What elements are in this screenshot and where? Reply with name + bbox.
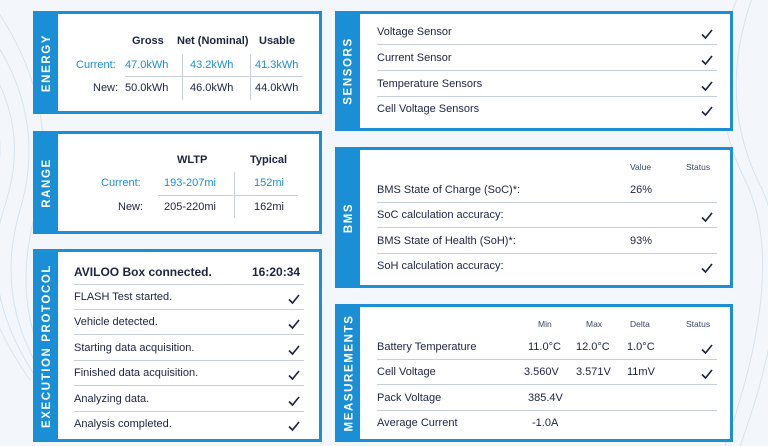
step-label: Analyzing data. — [74, 393, 150, 405]
energy-header-net: Net (Nominal) — [177, 35, 249, 47]
step-label: Finished data acquisition. — [74, 367, 199, 379]
check-icon — [700, 343, 714, 355]
sensor-label: Current Sensor — [377, 52, 452, 64]
meas-row-min: 3.560V — [524, 366, 559, 378]
sensor-divider — [377, 70, 717, 71]
sensor-label: Temperature Sensors — [377, 78, 483, 90]
bms-panel — [335, 147, 733, 288]
bms-status-header: Status — [686, 162, 711, 172]
step-divider — [74, 385, 304, 386]
measurements-panel-side — [338, 307, 360, 439]
range-current-typical: 152mi — [254, 177, 284, 189]
check-icon — [287, 318, 301, 330]
energy-divider-1 — [182, 54, 183, 100]
meas-row-min: 385.4V — [528, 392, 563, 404]
check-icon — [700, 28, 714, 40]
meas-row-delta: 11mV — [627, 366, 655, 378]
step-divider — [74, 309, 304, 310]
energy-panel-side — [36, 14, 58, 111]
sensors-panel — [335, 11, 733, 131]
energy-panel — [33, 11, 322, 114]
energy-header-gross: Gross — [132, 35, 164, 47]
energy-new-label: New: — [93, 82, 119, 94]
energy-new-gross: 50.0kWh — [125, 82, 169, 94]
meas-row-label: Cell Voltage — [377, 366, 436, 378]
bms-row-label: SoH calculation accuracy: — [377, 260, 504, 272]
range-header-typical: Typical — [250, 154, 288, 166]
range-panel — [33, 131, 322, 234]
check-icon — [287, 369, 301, 381]
meas-divider — [377, 359, 717, 360]
check-icon — [700, 368, 714, 380]
meas-header-max: Max — [586, 319, 603, 329]
bms-divider — [377, 253, 717, 254]
box-connected-label: AVILOO Box connected. — [74, 265, 212, 279]
range-new-label: New: — [118, 201, 144, 213]
check-icon — [287, 293, 301, 305]
sensor-label: Voltage Sensor — [377, 26, 452, 38]
sensor-label: Cell Voltage Sensors — [377, 103, 480, 115]
meas-row-min: -1.0A — [532, 417, 559, 429]
bms-panel-side — [338, 150, 360, 285]
meas-row-min: 11.0°C — [528, 341, 561, 353]
step-label: Starting data acquisition. — [74, 342, 195, 354]
bms-row-value: 26% — [630, 184, 653, 196]
bms-divider — [377, 227, 717, 228]
check-icon — [287, 395, 301, 407]
execution-panel-title: EXECUTION PROTOCOL — [41, 263, 54, 428]
check-icon — [700, 105, 714, 117]
energy-current-label: Current: — [76, 59, 116, 71]
meas-header-delta: Delta — [630, 319, 650, 329]
bms-row-value: 93% — [630, 235, 653, 247]
measurements-panel — [335, 304, 733, 442]
check-icon — [700, 80, 714, 92]
measurements-panel-title: MEASUREMENTS — [343, 314, 355, 432]
meas-divider — [377, 410, 717, 411]
sensors-panel-title: SENSORS — [343, 37, 355, 105]
sensor-divider — [377, 44, 717, 45]
energy-divider-2 — [250, 54, 251, 100]
meas-row-max: 3.571V — [576, 366, 611, 378]
range-row-divider — [158, 195, 298, 196]
check-icon — [700, 262, 714, 274]
range-current-label: Current: — [101, 177, 141, 189]
range-new-wltp: 205-220mi — [164, 201, 216, 213]
meas-row-delta: 1.0°C — [627, 341, 655, 353]
energy-row-divider — [125, 76, 303, 77]
energy-panel-title: ENERGY — [41, 33, 54, 92]
check-icon — [287, 344, 301, 356]
step-label: FLASH Test started. — [74, 291, 173, 303]
step-divider — [74, 334, 304, 335]
bms-row-label: SoC calculation accuracy: — [377, 209, 504, 221]
step-label: Analysis completed. — [74, 418, 172, 430]
bms-row-label: BMS State of Health (SoH)*: — [377, 235, 516, 247]
energy-header-usable: Usable — [259, 35, 296, 47]
check-icon — [700, 54, 714, 66]
execution-panel-side — [36, 252, 58, 439]
protocol-time: 16:20:34 — [252, 265, 301, 279]
range-new-typical: 162mi — [254, 201, 284, 213]
step-divider — [74, 411, 304, 412]
range-panel-side — [36, 134, 58, 231]
step-label: Vehicle detected. — [74, 316, 158, 328]
bms-row-label: BMS State of Charge (SoC)*: — [377, 184, 521, 196]
meas-divider — [377, 384, 717, 385]
bms-value-header: Value — [630, 162, 652, 172]
meas-header-min: Min — [538, 319, 552, 329]
bms-divider — [377, 202, 717, 203]
bms-panel-title: BMS — [343, 202, 356, 233]
meas-row-max: 12.0°C — [576, 341, 610, 353]
energy-new-usable: 44.0kWh — [255, 82, 299, 94]
range-current-wltp: 193-207mi — [164, 177, 216, 189]
meas-row-label: Pack Voltage — [377, 392, 442, 404]
meas-header-status: Status — [686, 319, 711, 329]
check-icon — [700, 211, 714, 223]
energy-current-net: 43.2kWh — [190, 59, 234, 71]
sensors-panel-side — [338, 14, 360, 128]
range-header-wltp: WLTP — [177, 154, 208, 166]
sensor-divider — [377, 96, 717, 97]
energy-new-net: 46.0kWh — [190, 82, 234, 94]
energy-current-usable: 41.3kWh — [255, 59, 299, 71]
meas-row-label: Average Current — [377, 417, 458, 429]
execution-panel — [33, 249, 322, 442]
energy-current-gross: 47.0kWh — [125, 59, 169, 71]
step-divider — [74, 360, 304, 361]
meas-row-label: Battery Temperature — [377, 341, 477, 353]
check-icon — [287, 420, 301, 432]
range-panel-title: RANGE — [41, 157, 53, 208]
protocol-header-divider — [74, 284, 304, 285]
